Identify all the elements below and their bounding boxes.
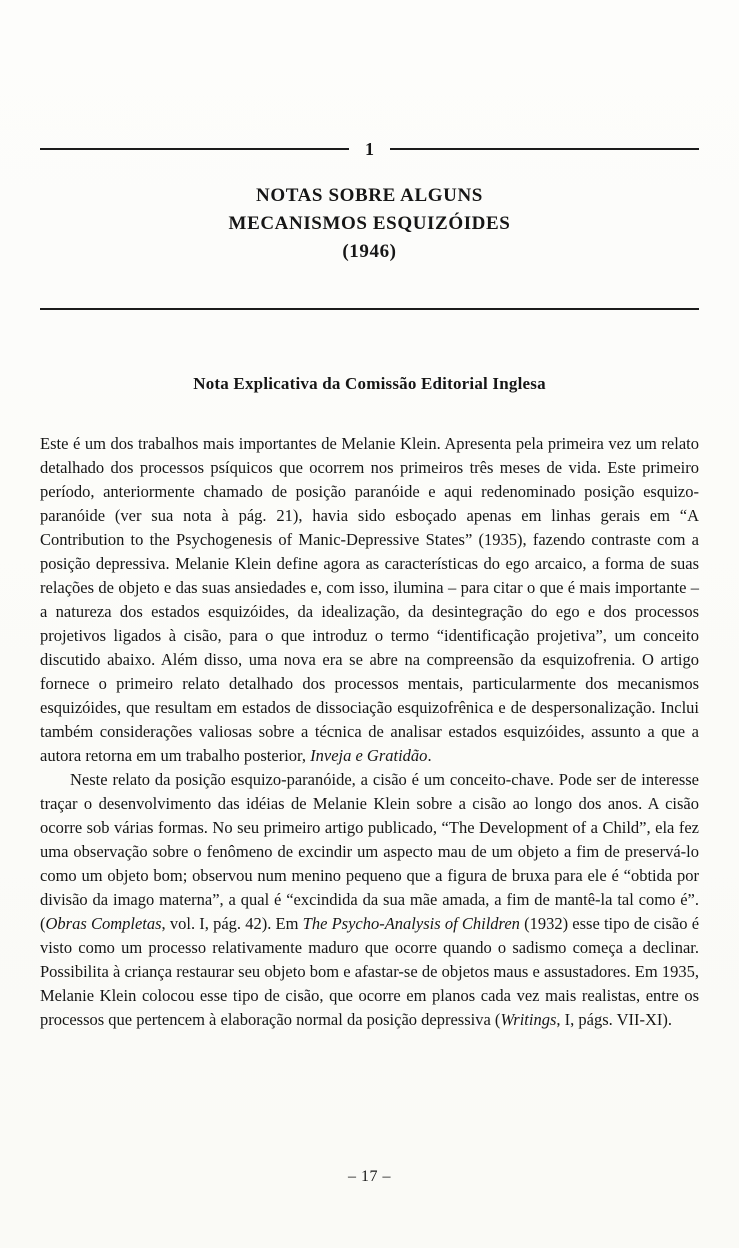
text-run: , I, págs. VII-XI). — [556, 1010, 672, 1029]
body-text — [40, 432, 699, 1032]
rule-right — [390, 148, 699, 150]
chapter-title — [40, 182, 699, 266]
text-run: . — [427, 746, 432, 765]
chapter-title-line-1: NOTAS SOBRE ALGUNS — [256, 185, 483, 206]
paragraph — [40, 768, 699, 1032]
paragraph — [40, 432, 699, 768]
text-run: Este é um dos trabalhos mais importantes de Melanie Klein. Apresenta pela primeira vez um relato detalhado dos processos psíquicos que ocorrem nos primeiros três meses de vida. Este primeiro período, anteriormente chamado de posição paranóide e aqui redenominado posição esquizo-paranóide (ver sua nota à pág. 21), havia sido esboçado apenas em linhas gerais em “A Contribution to the Psychogenesis of Manic-Depressive States” (1935), fazendo contraste com a posição depressiva. Melanie Klein define agora as características do ego arcaico, a forma de suas relações de objeto e das suas ansiedades e, com isso, ilumina – para citar o que é mais importante – a natureza dos estados esquizóides, da idealização, da desintegração do ego e dos processos projetivos ligados à cisão, para o que introduz o termo “identificação projetiva”, um conceito discutido abaixo. Além disso, uma nova era se abre na compreensão da esquizofrenia. O artigo fornece o primeiro relato detalhado dos processos mentais, particularmente dos mecanismos esquizóides, que resultam em estados de dissociação esquizofrênica e de despersonalização. Inclui também considerações valiosas sobre a técnica de analisar estados esquizóides, assunto a que a autora retorna em um trabalho posterior, — [40, 434, 699, 765]
divider-rule — [40, 308, 699, 310]
chapter-header — [40, 138, 699, 310]
rule-left — [40, 148, 349, 150]
chapter-number-rule — [40, 138, 699, 160]
italic-text-run: Obras Completas — [45, 914, 162, 933]
chapter-title-line-2: MECANISMOS ESQUIZÓIDES — [228, 213, 511, 234]
chapter-title-year: (1946) — [342, 241, 397, 262]
text-run: Neste relato da posição esquizo-paranóide, a cisão é um conceito-chave. Pode ser de interesse traçar o desenvolvimento das idéias de Melanie Klein sobre a cisão ao longo dos anos. A cisão ocorre sob várias formas. No seu primeiro artigo publicado, “The Development of a Child”, ela fez uma observação sobre o fenômeno de excindir um aspecto mau de um objeto a fim de preservá-lo como um objeto bom; observou num menino pequeno que a figura de bruxa para ele é “obtida por divisão da imago materna”, a qual é “excindida da sua mãe amada, a fim de mantê-la tal como é”. ( — [40, 770, 699, 933]
section-heading: Nota Explicativa da Comissão Editorial Inglesa — [193, 374, 546, 393]
chapter-number: 1 — [365, 139, 374, 159]
page-number: – 17 – — [348, 1168, 391, 1185]
italic-text-run: Inveja e Gratidão — [310, 746, 428, 765]
italic-text-run: Writings — [500, 1010, 557, 1029]
italic-text-run: The Psycho-Analysis of Children — [302, 914, 520, 933]
text-run: (1932) esse tipo de cisão é visto como um processo relativamente maduro que ocorre quando o sadismo começa a declinar. Possibilita à criança restaurar seu objeto bom e afastar-se de objetos maus e assustadores. Em 1935, Melanie Klein colocou esse tipo de cisão, que ocorre em planos cada vez mais realistas, entre os processos que pertencem à elaboração normal da posição depressiva ( — [40, 914, 700, 1029]
text-run: , vol. I, pág. 42). Em — [161, 914, 303, 933]
